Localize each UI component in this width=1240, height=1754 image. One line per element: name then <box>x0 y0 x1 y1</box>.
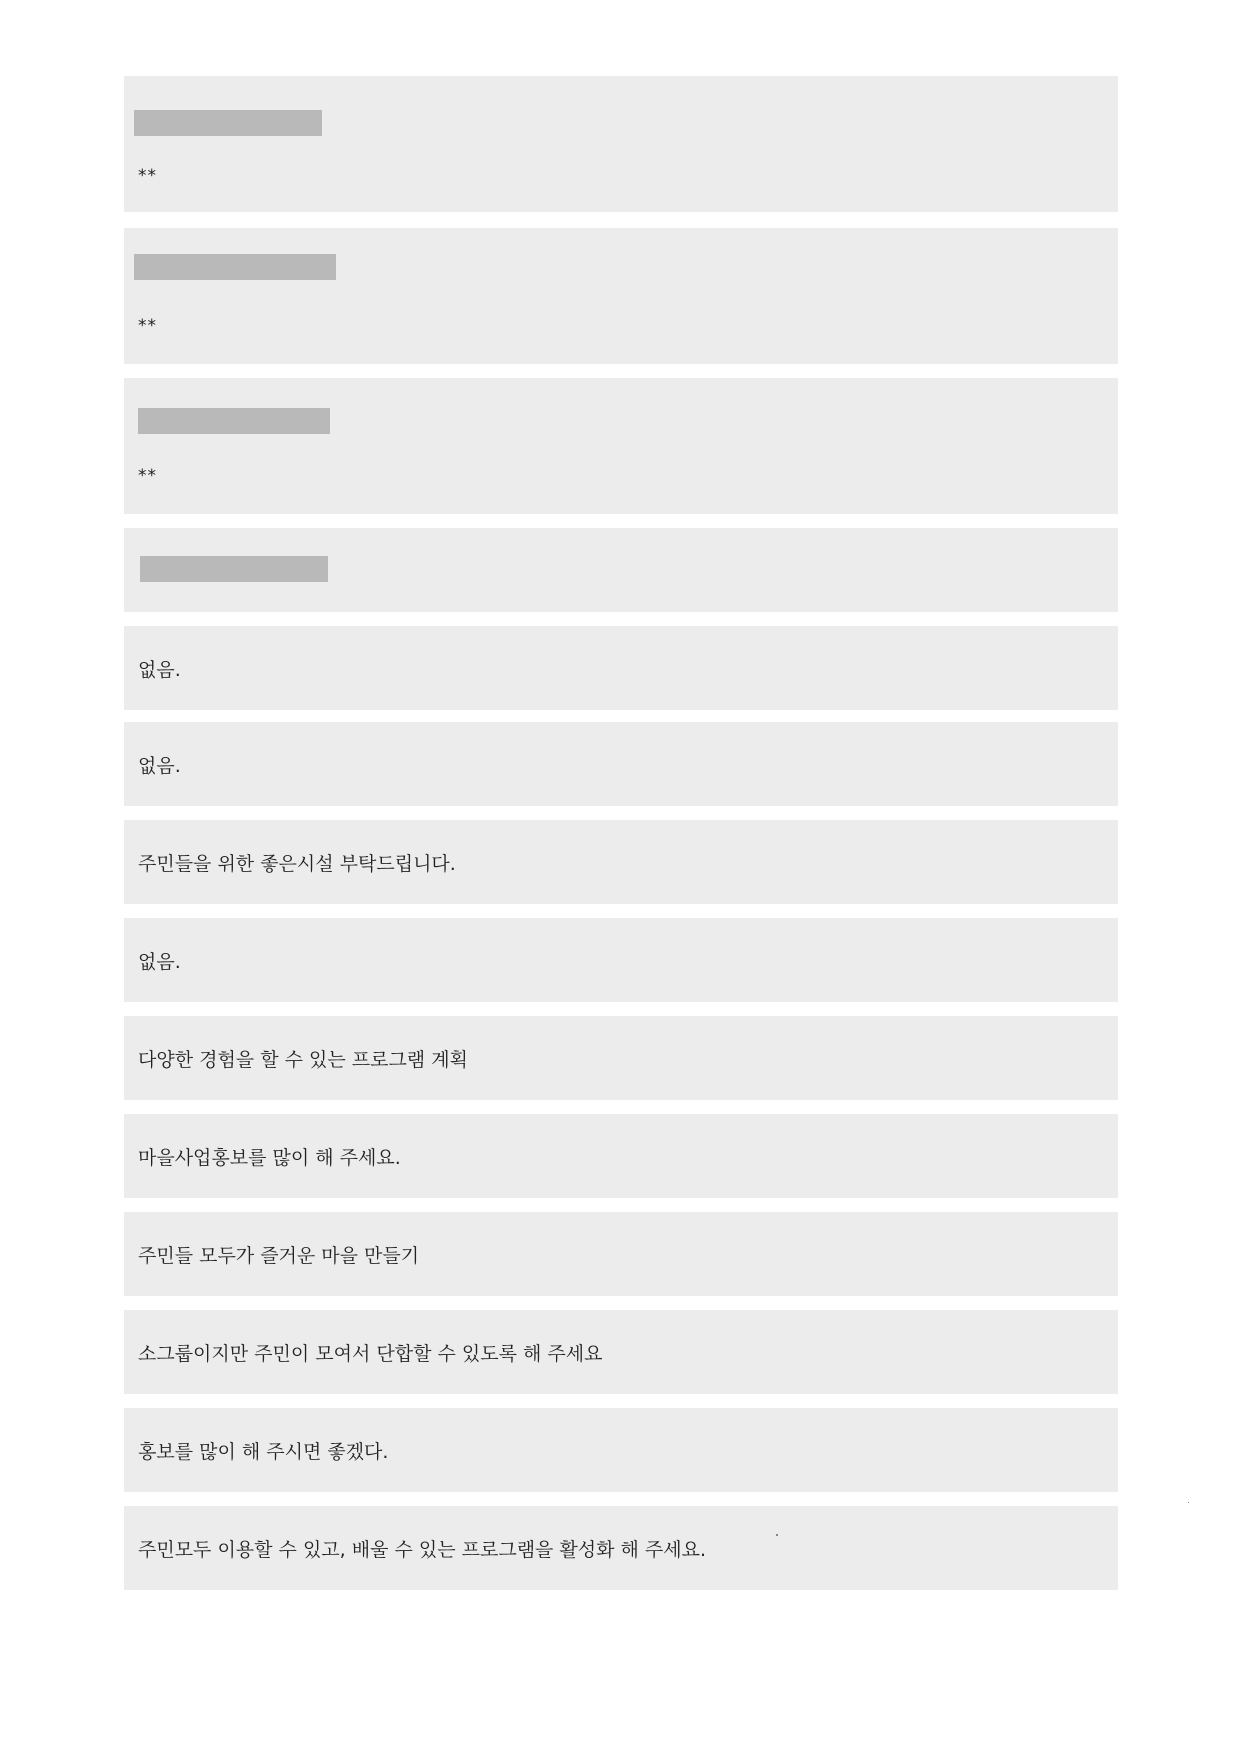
redaction-bar <box>134 254 336 280</box>
masked-value: ** <box>138 316 157 336</box>
scan-speck <box>1188 1502 1189 1503</box>
answer-text: 다양한 경험을 할 수 있는 프로그램 계획 <box>138 1049 468 1071</box>
masked-value: ** <box>138 466 157 486</box>
answer-text: 주민모두 이용할 수 있고, 배울 수 있는 프로그램을 활성화 해 주세요. <box>138 1539 707 1561</box>
answer-card <box>124 1310 1118 1394</box>
answer-text: 소그룹이지만 주민이 모여서 단합할 수 있도록 해 주세요 <box>138 1343 603 1365</box>
answer-text: 홍보를 많이 해 주시면 좋겠다. <box>138 1441 389 1463</box>
redaction-bar <box>138 408 330 434</box>
answer-card <box>124 820 1118 904</box>
answer-card <box>124 1016 1118 1100</box>
answer-card <box>124 722 1118 806</box>
answer-card <box>124 1506 1118 1590</box>
masked-field-card <box>124 528 1118 612</box>
redaction-bar <box>134 110 322 136</box>
answer-card <box>124 918 1118 1002</box>
answer-text: 없음. <box>138 659 181 681</box>
answer-text: 없음. <box>138 951 181 973</box>
answer-text: 없음. <box>138 755 181 777</box>
answer-text: 주민들 모두가 즐거운 마을 만들기 <box>138 1245 420 1267</box>
masked-field-card <box>124 378 1118 514</box>
answer-card <box>124 1114 1118 1198</box>
scan-speck <box>776 1534 778 1536</box>
answer-card <box>124 626 1118 710</box>
masked-value: ** <box>138 166 157 186</box>
answer-card <box>124 1212 1118 1296</box>
masked-field-card <box>124 228 1118 364</box>
answer-text: 주민들을 위한 좋은시설 부탁드립니다. <box>138 853 456 875</box>
redaction-bar <box>140 556 328 582</box>
masked-field-card <box>124 76 1118 212</box>
answer-text: 마을사업홍보를 많이 해 주세요. <box>138 1147 401 1169</box>
answer-card <box>124 1408 1118 1492</box>
